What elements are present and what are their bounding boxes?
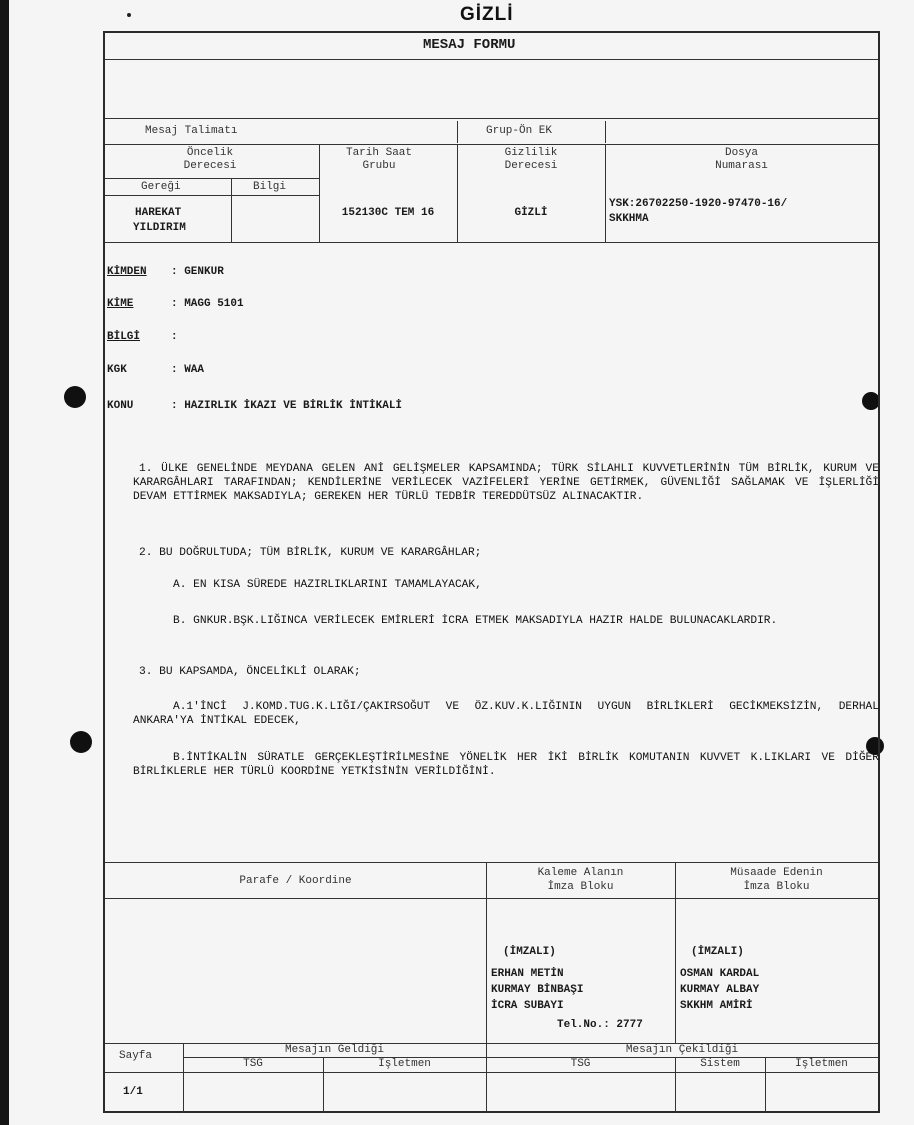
paragraph-1: 1. ÜLKE GENELİNDE MEYDANA GELEN ANİ GELİŞMELER KAPSAMINDA; TÜRK SİLAHLI KUVVETLERİNİN TÜM BİRLİK, KURUM VE KARARGÂHLARI TARAFINDAN; KENDİLERİNE VERİLECEK VAZİFELERİ YERİNE GETİRMEK, GÜVENLİĞİ SAĞLAMAK VE İŞLERLİĞİ DEVAM ETTİRMEK MAKSADIYLA; GEREKEN HER TÜRLÜ TEDBİR TEREDDÜTSÜZ ALINACAKTIR. bbox=[133, 463, 879, 503]
scan-speck bbox=[127, 13, 131, 17]
musaade-label: Müsaade Edenin bbox=[730, 867, 823, 879]
divider bbox=[105, 195, 319, 196]
kime-label: KİME bbox=[107, 298, 134, 310]
kimden-label: KİMDEN bbox=[107, 266, 147, 278]
kgk-value: : WAA bbox=[171, 364, 205, 376]
kgk-label: KGK bbox=[107, 364, 127, 376]
sayfa-value: 1/1 bbox=[123, 1086, 143, 1098]
konu-value: : HAZIRLIK İKAZI VE BİRLİK İNTİKALİ bbox=[171, 400, 403, 412]
dosya-value: YSK:26702250-1920-97470-16/ bbox=[609, 198, 788, 210]
musaade-name: OSMAN KARDAL bbox=[680, 968, 760, 980]
divider bbox=[231, 178, 232, 242]
punch-hole bbox=[64, 386, 86, 408]
gizlilik-label: Gizlilik bbox=[504, 147, 558, 159]
musaade-rank: KURMAY ALBAY bbox=[680, 984, 760, 996]
kime-value: : MAGG 5101 bbox=[171, 298, 244, 310]
parafe-label: Parafe / Koordine bbox=[239, 875, 352, 887]
dosya-label: Dosya bbox=[724, 147, 758, 159]
mesaj-talimati-label: Mesaj Talimatı bbox=[145, 125, 238, 137]
bilgi-field-value: : bbox=[171, 331, 178, 343]
message-form bbox=[103, 31, 880, 1113]
paragraph-3: 3. BU KAPSAMDA, ÖNCELİKLİ OLARAK; bbox=[139, 666, 361, 678]
divider bbox=[457, 121, 458, 143]
divider bbox=[319, 144, 320, 242]
dosya-label-2: Numarası bbox=[715, 160, 768, 172]
dosya-value-2: SKKHMA bbox=[609, 213, 649, 225]
paragraph-3a: A.1'İNCİ J.KOMD.TUG.K.LIĞI/ÇAKIRSOĞUT VE ÖZ.KUV.K.LIĞININ UYGUN BİRLİKLERİ GECİKMEKSİZİN, DERHAL ANKARA'YA İNTİKAL EDECEK, bbox=[133, 701, 879, 727]
tsg-label: TSG bbox=[243, 1058, 263, 1070]
oncelik-label: Öncelik bbox=[186, 147, 234, 159]
divider bbox=[105, 242, 878, 243]
kaleme-name: ERHAN METİN bbox=[491, 968, 564, 980]
punch-hole bbox=[70, 731, 92, 753]
tel-number: Tel.No.: 2777 bbox=[557, 1019, 643, 1031]
form-title: MESAJ FORMU bbox=[423, 37, 516, 53]
geldigi-label: Mesajın Geldiği bbox=[284, 1044, 385, 1056]
musaade-imzali: (İMZALI) bbox=[691, 946, 744, 958]
tarih-value: 152130C TEM 16 bbox=[341, 207, 435, 219]
kaleme-imzali: (İMZALI) bbox=[503, 946, 556, 958]
tarih-label-2: Grubu bbox=[362, 160, 396, 172]
divider bbox=[105, 144, 878, 145]
oncelik-value: HAREKAT bbox=[135, 207, 182, 219]
divider bbox=[605, 144, 606, 242]
divider bbox=[105, 59, 878, 60]
divider bbox=[605, 121, 606, 143]
oncelik-label-2: Derecesi bbox=[183, 160, 237, 172]
paragraph-3b: B.İNTİKALİN SÜRATLE GERÇEKLEŞTİRİLMESİNE YÖNELİK HER İKİ BİRLİK KOMUTANIN KUVVET K.LIKLARI VE DİĞER BİRLİKLERLE HER TÜRLÜ KOORDİNE YETKİSİNİN VERİLDİĞİNİ. bbox=[133, 752, 879, 778]
classification-mark: GİZLİ bbox=[460, 4, 514, 25]
paragraph-2a: A. EN KISA SÜREDE HAZIRLIKLARINI TAMAMLAYACAK, bbox=[173, 579, 482, 591]
cekildigi-label: Mesajın Çekildiği bbox=[625, 1044, 739, 1056]
sistem-label: Sistem bbox=[700, 1058, 740, 1070]
konu-label: KONU bbox=[107, 400, 134, 412]
paragraph-2b: B. GNKUR.BŞK.LIĞINCA VERİLECEK EMİRLERİ İCRA ETMEK MAKSADIYLA HAZIR HALDE BULUNACAKLARDIR. bbox=[173, 615, 778, 627]
gizlilik-value: GİZLİ bbox=[514, 207, 548, 219]
isletmen-label: İşletmen bbox=[378, 1058, 431, 1070]
divider bbox=[105, 1072, 878, 1073]
kaleme-label-2: İmza Bloku bbox=[547, 881, 614, 893]
grup-on-ek-label: Grup-Ön EK bbox=[486, 125, 553, 137]
divider bbox=[105, 898, 878, 899]
gizlilik-label-2: Derecesi bbox=[504, 160, 558, 172]
tsg2-label: TSG bbox=[570, 1058, 591, 1070]
sayfa-label: Sayfa bbox=[119, 1050, 153, 1062]
divider bbox=[105, 178, 319, 179]
kaleme-rank: KURMAY BİNBAŞI bbox=[491, 984, 584, 996]
tarih-label: Tarih Saat bbox=[345, 147, 412, 159]
kaleme-label: Kaleme Alanın bbox=[537, 867, 624, 879]
oncelik-value-2: YILDIRIM bbox=[133, 222, 186, 234]
kimden-value: : GENKUR bbox=[171, 266, 224, 278]
geregi-label: Gereği bbox=[141, 181, 181, 193]
paragraph-2: 2. BU DOĞRULTUDA; TÜM BİRLİK, KURUM VE KARARGÂHLAR; bbox=[139, 547, 482, 559]
musaade-label-2: İmza Bloku bbox=[743, 881, 810, 893]
divider bbox=[457, 144, 458, 242]
left-binding-edge bbox=[0, 0, 9, 1125]
musaade-role: SKKHM AMİRİ bbox=[680, 1000, 753, 1012]
divider bbox=[105, 118, 878, 119]
isletmen2-label: İşletmen bbox=[795, 1058, 848, 1070]
bilgi-label: Bilgi bbox=[253, 181, 287, 193]
divider bbox=[105, 862, 878, 863]
kaleme-role: İCRA SUBAYI bbox=[491, 1000, 564, 1012]
bilgi-field-label: BİLGİ bbox=[107, 331, 141, 343]
